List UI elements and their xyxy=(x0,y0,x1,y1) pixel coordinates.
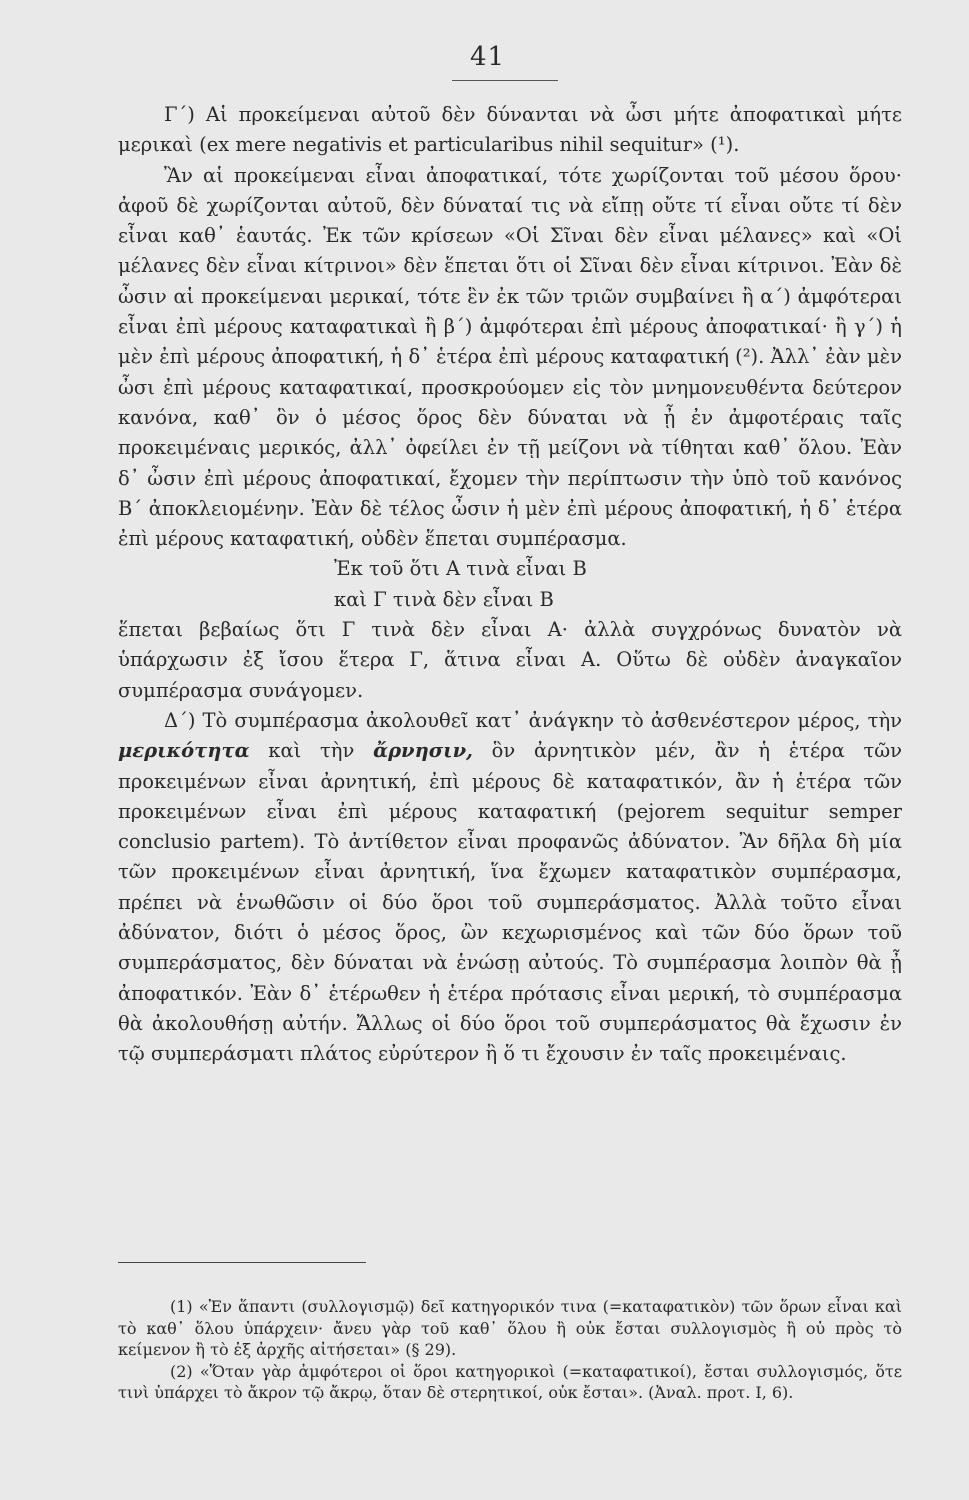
main-text xyxy=(118,100,902,1070)
example-line-1: Ἐκ τοῦ ὅτι Α τινὰ εἶναι Β xyxy=(334,557,587,581)
page-number: 41 xyxy=(470,42,506,72)
example-line-2: καὶ Γ τινὰ δὲν εἶναι Β xyxy=(334,587,554,611)
rule-d-text-a: Δ΄) Τὸ συμπέρασμα ἀκολουθεῖ κατ᾽ ἀνάγκην τὸ ἀσθενέστερον μέρος, τὴν xyxy=(164,708,902,732)
rule-d-text-c: καὶ τὴν xyxy=(249,739,374,763)
paragraph-conclusion: ἕπεται βεβαίως ὅτι Γ τινὰ δὲν εἶναι Α· ἀλλὰ συγχρόνως δυνατὸν νὰ ὑπάρχωσιν ἐξ ἴσου ἕτερα Γ, ἅτινα εἶναι Α. Οὕτω δὲ οὐδὲν ἀναγκαῖον συμπέρασμα συνάγομεν. xyxy=(118,618,902,702)
paragraph-rule-c: Γ΄) Αἱ προκείμεναι αὐτοῦ δὲν δύνανται νὰ ὦσι μήτε ἀποφατικαὶ μήτε μερικαὶ (ex mere negativis et particularibus nihil sequitur» (¹). xyxy=(118,103,902,157)
paragraph-explanation: Ἂν αἱ προκείμεναι εἶναι ἀποφατικαί, τότε χωρίζονται τοῦ μέσου ὅρου· ἀφοῦ δὲ χωρίζονται αὐτοῦ, δὲν δύναταί τις νὰ εἴπῃ οὔτε τί εἶναι οὔτε τί δὲν εἶναι καθ᾽ ἑαυτάς. Ἐκ τῶν κρίσεων «Οἱ Σῖναι δὲν εἶναι μέλανες» καὶ «Οἱ μέλανες δὲν εἶναι κίτρινοι» δὲν ἕπεται ὅτι οἱ Σῖναι δὲν εἶναι κίτρινοι. Ἐὰν δὲ ὦσιν αἱ προκείμεναι μερικαί, τότε ἓν ἐκ τῶν τριῶν συμβαίνει ἢ α΄) ἀμφότεραι εἶναι ἐπὶ μέρους καταφατικαὶ ἢ β΄) ἀμφότεραι ἐπὶ μέρους ἀποφατικαί· ἢ γ΄) ἡ μὲν ἐπὶ μέρους ἀποφατική, ἡ δ᾽ ἑτέρα ἐπὶ μέρους καταφατική (²). Ἀλλ᾽ ἐὰν μὲν ὦσι ἐπὶ μέρους καταφατικαί, προσκρούομεν εἰς τὸν μνημονευθέντα δεύτερον κανόνα, καθ᾽ ὃν ὁ μέσος ὅρος δὲν δύναται νὰ ᾖ ἐν ἀμφοτέραις ταῖς προκειμέναις μερικός, ἀλλ᾽ ὀφείλει ἐν τῇ μείζονι νὰ τίθηται καθ᾽ ὅλου. Ἐὰν δ᾽ ὦσιν ἐπὶ μέρους ἀποφατικαί, ἔχομεν τὴν περίπτωσιν τὴν ὑπὸ τοῦ κανόνος Β΄ ἀποκλειομένην. Ἐὰν δὲ τέλος ὦσιν ἡ μὲν ἐπὶ μέρους ἀποφατική, ἡ δ᾽ ἑτέρα ἐπὶ μέρους καταφατική, οὐδὲν ἕπεται συμπέρασμα. xyxy=(118,163,902,551)
emphasis-negation: ἄρνησιν, xyxy=(373,739,473,763)
footnote-rule xyxy=(118,1262,366,1263)
header-rule xyxy=(452,80,558,81)
paragraph-rule-d xyxy=(118,706,902,1070)
footnote-2: (2) «Ὅταν γὰρ ἀμφότεροι οἱ ὅροι κατηγορικοὶ (=καταφατικοί), ἔσται συλλογισμός, ὅτε τινὶ ὑπάρχει τὸ ἄκρον τῷ ἄκρῳ, ὅταν δὲ στερητικοί, οὐκ ἔσται». (Ἀναλ. προτ. Ι, 6). xyxy=(118,1361,902,1402)
footnotes xyxy=(118,1296,902,1404)
emphasis-particularity: μερικότητα xyxy=(118,739,250,763)
footnote-1: (1) «Ἐν ἅπαντι (συλλογισμῷ) δεῖ κατηγορικόν τινα (=καταφατικὸν) τῶν ὅρων εἶναι καὶ τὸ καθ᾽ ὅλου ὑπάρχειν· ἄνευ γὰρ τοῦ καθ᾽ ὅλου ἢ οὐκ ἔσται συλλογισμὸς ἢ οὐ πρὸς τὸ κείμενον ἢ τὸ ἐξ ἀρχῆς αἰτήσεται» (§ 29). xyxy=(118,1297,902,1359)
rule-d-text-e: ὃν ἀρνητικὸν μέν, ἂν ἡ ἑτέρα τῶν προκειμένων εἶναι ἀρνητική, ἐπὶ μέρους δὲ καταφατικόν, ἂν ἡ ἑτέρα τῶν προκειμένων εἶναι ἐπὶ μέρους καταφατική (pejorem sequitur semper conclusio partem). Τὸ ἀντίθετον εἶναι προφανῶς ἀδύνατον. Ἂν δῆλα δὴ μία τῶν προκειμένων εἶναι ἀρνητική, ἵνα ἔχωμεν καταφατικὸν συμπέρασμα, πρέπει νὰ ἑνωθῶσιν οἱ δύο ὅροι τοῦ συμπεράσματος. Ἀλλὰ τοῦτο εἶναι ἀδύνατον, διότι ὁ μέσος ὅρος, ὢν κεχωρισμένος καὶ τῶν δύο ὅρων τοῦ συμπεράσματος, δὲν δύναται νὰ ἑνώσῃ αὐτούς. Τὸ συμπέρασμα λοιπὸν θὰ ᾖ ἀποφατικόν. Ἐὰν δ᾽ ἑτέρωθεν ἡ ἑτέρα πρότασις εἶναι μερική, τὸ συμπέρασμα θὰ ἀκολουθήσῃ αὐτήν. Ἄλλως οἱ δύο ὅροι τοῦ συμπεράσματος θὰ ἔχωσιν ἐν τῷ συμπεράσματι πλάτος εὐρύτερον ἢ ὅ τι ἔχουσιν ἐν ταῖς προκειμέναις. xyxy=(118,739,903,1066)
